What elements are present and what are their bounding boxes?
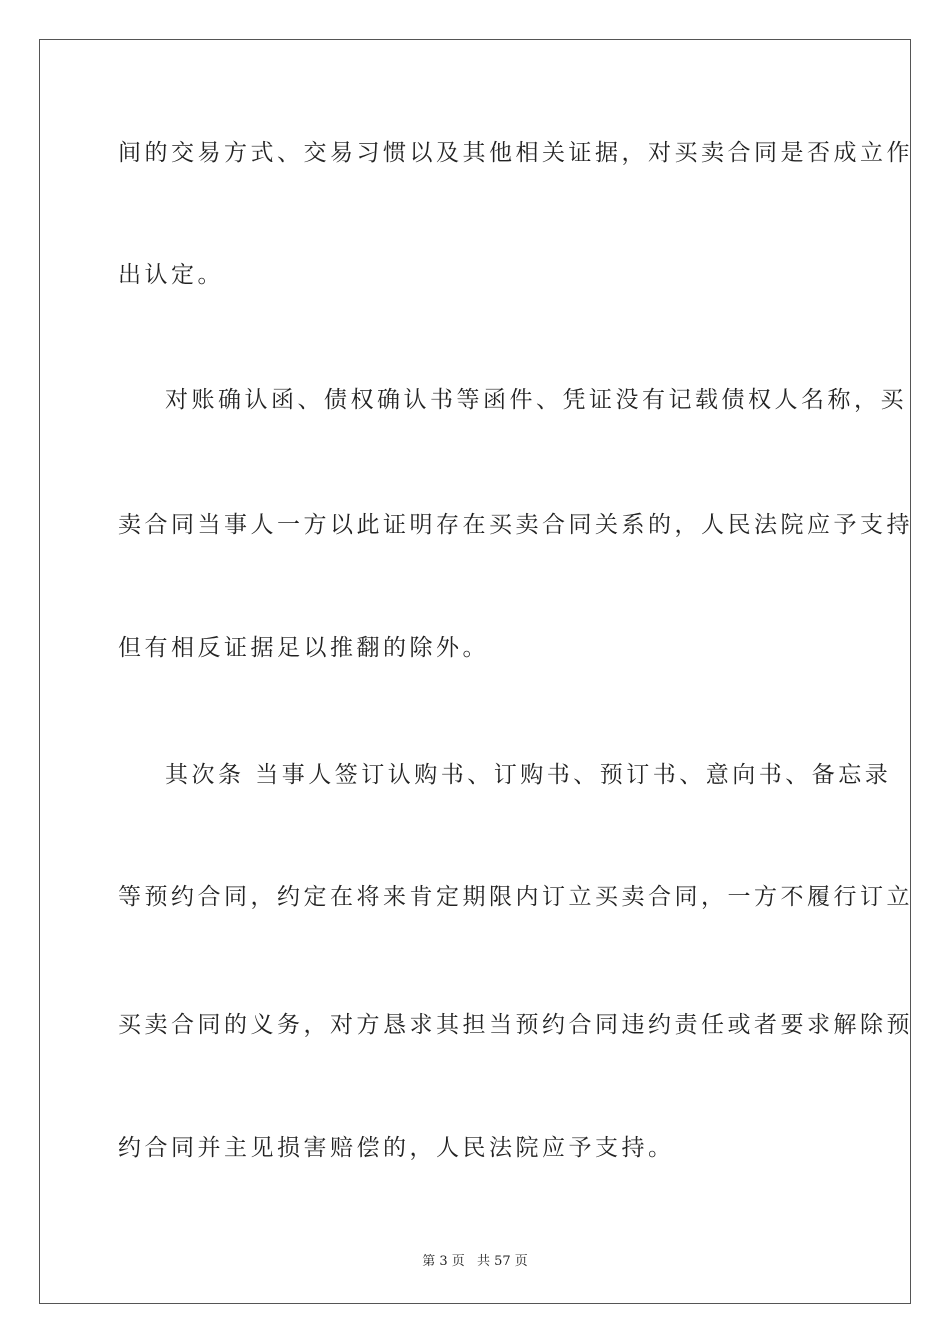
text-line: 卖合同当事人一方以此证明存在买卖合同关系的，人民法院应予支持 [118,512,913,538]
page-frame [39,39,911,1304]
text-line: 出认定。 [118,262,224,288]
total-pages: 共 57 页 [476,1254,528,1269]
text-line: 但有相反证据足以推翻的除外。 [118,635,489,661]
text-line: 等预约合同，约定在将来肯定期限内订立买卖合同，一方不履行订立 [118,884,913,910]
paragraph-start-line: 其次条 当事人签订认购书、订购书、预订书、意向书、备忘录 [165,762,892,788]
page-number: 第 3 页 [422,1254,465,1269]
paragraph-start-line: 对账确认函、债权确认书等函件、凭证没有记载债权人名称，买 [165,387,907,413]
text-line: 约合同并主见损害赔偿的，人民法院应予支持。 [118,1135,675,1161]
text-line: 买卖合同的义务，对方恳求其担当预约合同违约责任或者要求解除预 [118,1012,913,1038]
page-footer [0,1250,950,1269]
text-line: 间的交易方式、交易习惯以及其他相关证据，对买卖合同是否成立作 [118,140,913,166]
